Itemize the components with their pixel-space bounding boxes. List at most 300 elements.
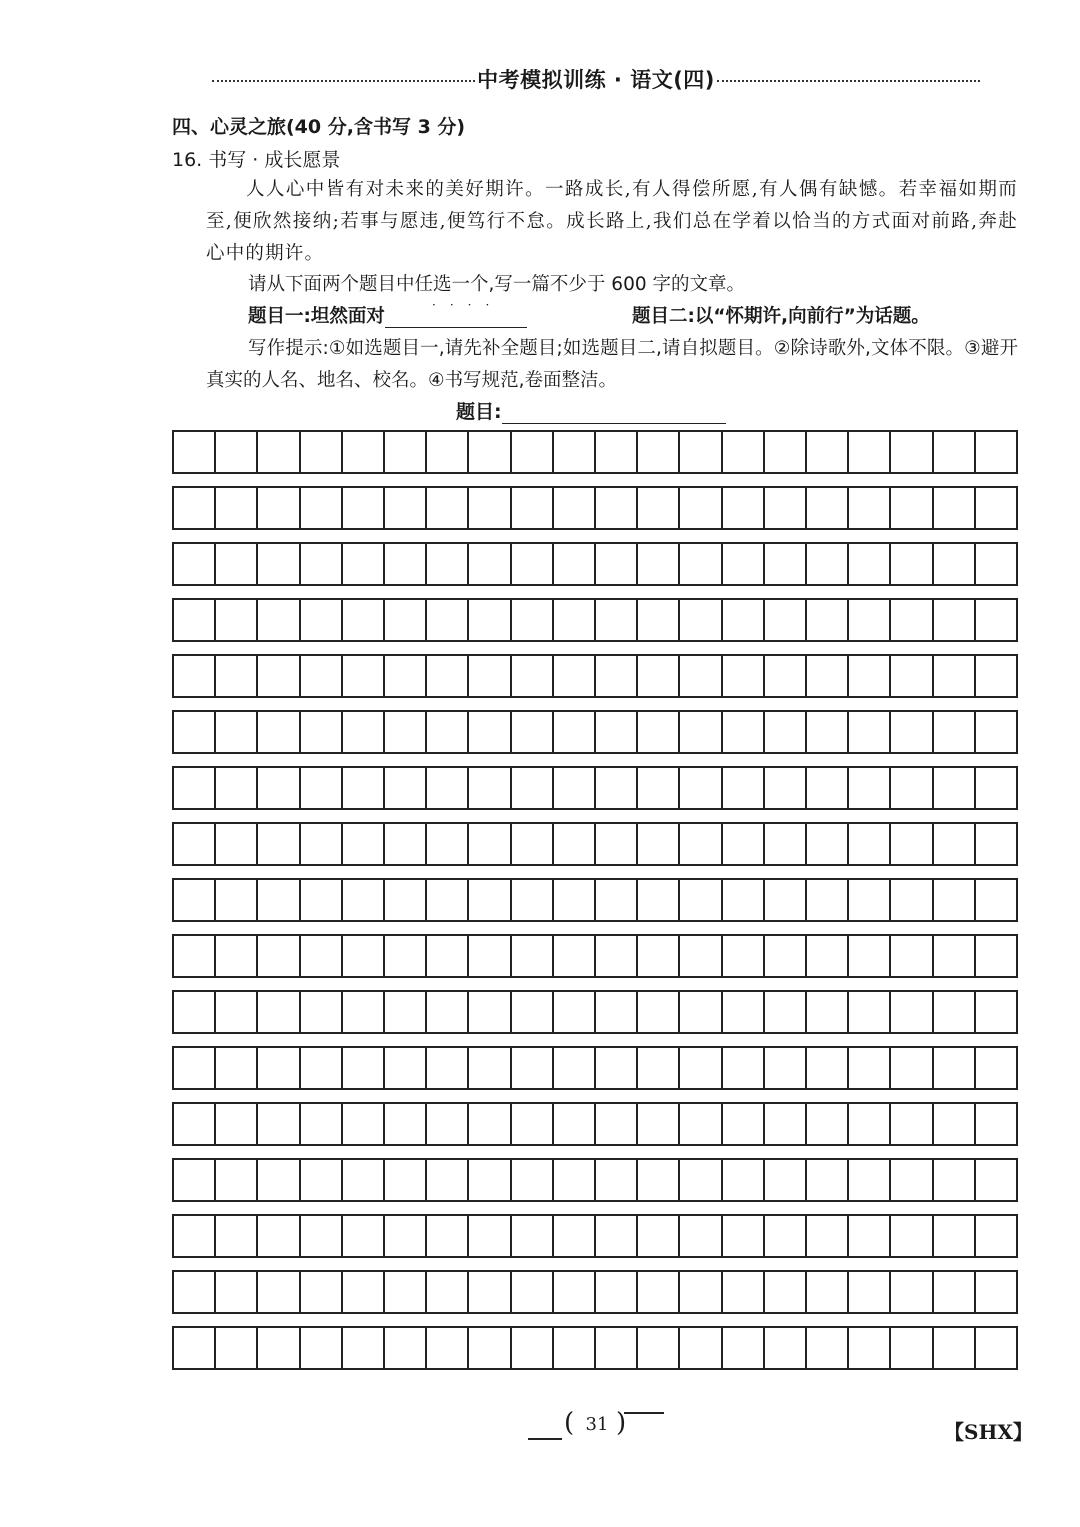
- grid-cell[interactable]: [554, 600, 596, 640]
- grid-cell[interactable]: [427, 1048, 469, 1088]
- grid-cell[interactable]: [638, 488, 680, 528]
- grid-cell[interactable]: [216, 488, 258, 528]
- grid-cell[interactable]: [216, 1216, 258, 1256]
- grid-cell[interactable]: [512, 1160, 554, 1200]
- grid-cell[interactable]: [343, 992, 385, 1032]
- grid-cell[interactable]: [891, 544, 933, 584]
- grid-cell[interactable]: [216, 1272, 258, 1312]
- grid-cell[interactable]: [934, 1160, 976, 1200]
- grid-cell[interactable]: [934, 768, 976, 808]
- grid-cell[interactable]: [258, 936, 300, 976]
- grid-cell[interactable]: [301, 936, 343, 976]
- grid-cell[interactable]: [638, 824, 680, 864]
- grid-cell[interactable]: [765, 1216, 807, 1256]
- grid-cell[interactable]: [638, 1272, 680, 1312]
- grid-cell[interactable]: [512, 1048, 554, 1088]
- grid-cell[interactable]: [596, 1272, 638, 1312]
- grid-cell[interactable]: [385, 936, 427, 976]
- grid-cell[interactable]: [174, 1328, 216, 1368]
- grid-cell[interactable]: [976, 1216, 1018, 1256]
- grid-cell[interactable]: [216, 992, 258, 1032]
- grid-cell[interactable]: [385, 824, 427, 864]
- title-blank[interactable]: [502, 401, 726, 424]
- grid-cell[interactable]: [301, 1216, 343, 1256]
- grid-cell[interactable]: [849, 1216, 891, 1256]
- grid-cell[interactable]: [807, 1272, 849, 1312]
- grid-cell[interactable]: [807, 600, 849, 640]
- grid-cell[interactable]: [174, 936, 216, 976]
- grid-cell[interactable]: [807, 544, 849, 584]
- grid-cell[interactable]: [554, 1328, 596, 1368]
- grid-cell[interactable]: [723, 1160, 765, 1200]
- grid-cell[interactable]: [174, 1104, 216, 1144]
- grid-cell[interactable]: [301, 992, 343, 1032]
- grid-cell[interactable]: [723, 768, 765, 808]
- grid-cell[interactable]: [680, 824, 722, 864]
- grid-cell[interactable]: [174, 600, 216, 640]
- grid-cell[interactable]: [554, 1104, 596, 1144]
- grid-cell[interactable]: [512, 936, 554, 976]
- grid-cell[interactable]: [680, 768, 722, 808]
- grid-cell[interactable]: [469, 1104, 511, 1144]
- grid-cell[interactable]: [385, 712, 427, 752]
- grid-cell[interactable]: [301, 824, 343, 864]
- grid-cell[interactable]: [638, 1048, 680, 1088]
- grid-cell[interactable]: [469, 1216, 511, 1256]
- grid-cell[interactable]: [301, 880, 343, 920]
- grid-cell[interactable]: [469, 992, 511, 1032]
- grid-cell[interactable]: [216, 1104, 258, 1144]
- grid-cell[interactable]: [343, 1104, 385, 1144]
- grid-cell[interactable]: [554, 1160, 596, 1200]
- grid-cell[interactable]: [596, 656, 638, 696]
- grid-cell[interactable]: [638, 1216, 680, 1256]
- grid-cell[interactable]: [343, 656, 385, 696]
- grid-cell[interactable]: [258, 768, 300, 808]
- grid-cell[interactable]: [174, 488, 216, 528]
- grid-cell[interactable]: [807, 656, 849, 696]
- grid-cell[interactable]: [765, 544, 807, 584]
- grid-cell[interactable]: [849, 712, 891, 752]
- grid-cell[interactable]: [849, 600, 891, 640]
- grid-cell[interactable]: [976, 1160, 1018, 1200]
- grid-cell[interactable]: [765, 936, 807, 976]
- grid-cell[interactable]: [512, 544, 554, 584]
- grid-cell[interactable]: [258, 1272, 300, 1312]
- grid-cell[interactable]: [554, 1048, 596, 1088]
- grid-cell[interactable]: [385, 1216, 427, 1256]
- grid-cell[interactable]: [216, 880, 258, 920]
- grid-cell[interactable]: [385, 544, 427, 584]
- grid-cell[interactable]: [174, 1048, 216, 1088]
- grid-cell[interactable]: [807, 432, 849, 472]
- grid-cell[interactable]: [680, 936, 722, 976]
- grid-cell[interactable]: [554, 992, 596, 1032]
- grid-cell[interactable]: [807, 936, 849, 976]
- grid-cell[interactable]: [638, 712, 680, 752]
- grid-cell[interactable]: [512, 432, 554, 472]
- grid-cell[interactable]: [427, 1160, 469, 1200]
- grid-cell[interactable]: [174, 656, 216, 696]
- grid-cell[interactable]: [596, 432, 638, 472]
- grid-cell[interactable]: [765, 1272, 807, 1312]
- grid-cell[interactable]: [849, 432, 891, 472]
- grid-cell[interactable]: [765, 824, 807, 864]
- grid-cell[interactable]: [343, 936, 385, 976]
- grid-cell[interactable]: [976, 600, 1018, 640]
- grid-cell[interactable]: [301, 432, 343, 472]
- topic-one-blank[interactable]: [385, 305, 527, 328]
- grid-cell[interactable]: [976, 488, 1018, 528]
- grid-cell[interactable]: [638, 1104, 680, 1144]
- grid-cell[interactable]: [512, 1328, 554, 1368]
- grid-cell[interactable]: [976, 544, 1018, 584]
- grid-cell[interactable]: [385, 1048, 427, 1088]
- grid-cell[interactable]: [680, 656, 722, 696]
- grid-cell[interactable]: [258, 824, 300, 864]
- grid-cell[interactable]: [385, 1160, 427, 1200]
- grid-cell[interactable]: [891, 1216, 933, 1256]
- grid-cell[interactable]: [469, 824, 511, 864]
- grid-cell[interactable]: [680, 992, 722, 1032]
- grid-cell[interactable]: [680, 1272, 722, 1312]
- grid-cell[interactable]: [258, 1216, 300, 1256]
- grid-cell[interactable]: [554, 432, 596, 472]
- grid-cell[interactable]: [469, 432, 511, 472]
- grid-cell[interactable]: [976, 936, 1018, 976]
- grid-cell[interactable]: [891, 432, 933, 472]
- grid-cell[interactable]: [934, 1048, 976, 1088]
- grid-cell[interactable]: [596, 600, 638, 640]
- grid-cell[interactable]: [385, 992, 427, 1032]
- grid-cell[interactable]: [258, 432, 300, 472]
- grid-cell[interactable]: [427, 600, 469, 640]
- grid-cell[interactable]: [849, 880, 891, 920]
- grid-cell[interactable]: [723, 1104, 765, 1144]
- grid-cell[interactable]: [849, 544, 891, 584]
- grid-cell[interactable]: [807, 1048, 849, 1088]
- grid-cell[interactable]: [343, 1216, 385, 1256]
- grid-cell[interactable]: [301, 1272, 343, 1312]
- grid-cell[interactable]: [723, 1048, 765, 1088]
- grid-cell[interactable]: [512, 1216, 554, 1256]
- grid-cell[interactable]: [765, 656, 807, 696]
- grid-cell[interactable]: [343, 600, 385, 640]
- grid-cell[interactable]: [976, 1328, 1018, 1368]
- grid-cell[interactable]: [934, 600, 976, 640]
- grid-cell[interactable]: [638, 768, 680, 808]
- grid-cell[interactable]: [512, 1104, 554, 1144]
- grid-cell[interactable]: [554, 712, 596, 752]
- grid-cell[interactable]: [216, 824, 258, 864]
- grid-cell[interactable]: [469, 1272, 511, 1312]
- grid-cell[interactable]: [216, 600, 258, 640]
- grid-cell[interactable]: [976, 432, 1018, 472]
- grid-cell[interactable]: [934, 824, 976, 864]
- grid-cell[interactable]: [469, 936, 511, 976]
- grid-cell[interactable]: [258, 488, 300, 528]
- grid-cell[interactable]: [765, 712, 807, 752]
- grid-cell[interactable]: [427, 656, 469, 696]
- grid-cell[interactable]: [596, 1160, 638, 1200]
- grid-cell[interactable]: [638, 880, 680, 920]
- grid-cell[interactable]: [723, 824, 765, 864]
- grid-cell[interactable]: [765, 992, 807, 1032]
- grid-cell[interactable]: [723, 992, 765, 1032]
- grid-cell[interactable]: [638, 1328, 680, 1368]
- grid-cell[interactable]: [934, 1216, 976, 1256]
- grid-cell[interactable]: [891, 1104, 933, 1144]
- grid-cell[interactable]: [174, 544, 216, 584]
- grid-cell[interactable]: [554, 656, 596, 696]
- grid-cell[interactable]: [934, 936, 976, 976]
- grid-cell[interactable]: [596, 936, 638, 976]
- grid-cell[interactable]: [638, 600, 680, 640]
- grid-cell[interactable]: [849, 1272, 891, 1312]
- grid-cell[interactable]: [807, 992, 849, 1032]
- grid-cell[interactable]: [891, 824, 933, 864]
- grid-cell[interactable]: [512, 1272, 554, 1312]
- grid-cell[interactable]: [469, 768, 511, 808]
- grid-cell[interactable]: [891, 600, 933, 640]
- grid-cell[interactable]: [934, 432, 976, 472]
- grid-cell[interactable]: [680, 1048, 722, 1088]
- grid-cell[interactable]: [301, 656, 343, 696]
- grid-cell[interactable]: [891, 1160, 933, 1200]
- grid-cell[interactable]: [849, 768, 891, 808]
- grid-cell[interactable]: [723, 1272, 765, 1312]
- grid-cell[interactable]: [849, 992, 891, 1032]
- grid-cell[interactable]: [258, 600, 300, 640]
- grid-cell[interactable]: [638, 656, 680, 696]
- grid-cell[interactable]: [427, 712, 469, 752]
- grid-cell[interactable]: [849, 488, 891, 528]
- grid-cell[interactable]: [469, 488, 511, 528]
- grid-cell[interactable]: [765, 880, 807, 920]
- grid-cell[interactable]: [258, 656, 300, 696]
- grid-cell[interactable]: [258, 1048, 300, 1088]
- grid-cell[interactable]: [216, 656, 258, 696]
- grid-cell[interactable]: [343, 1160, 385, 1200]
- grid-cell[interactable]: [891, 1048, 933, 1088]
- grid-cell[interactable]: [554, 936, 596, 976]
- grid-cell[interactable]: [216, 1160, 258, 1200]
- grid-cell[interactable]: [216, 432, 258, 472]
- grid-cell[interactable]: [385, 432, 427, 472]
- grid-cell[interactable]: [174, 992, 216, 1032]
- grid-cell[interactable]: [216, 712, 258, 752]
- grid-cell[interactable]: [427, 880, 469, 920]
- grid-cell[interactable]: [680, 600, 722, 640]
- grid-cell[interactable]: [680, 1160, 722, 1200]
- grid-cell[interactable]: [765, 768, 807, 808]
- grid-cell[interactable]: [174, 1160, 216, 1200]
- grid-cell[interactable]: [849, 1160, 891, 1200]
- grid-cell[interactable]: [723, 488, 765, 528]
- grid-cell[interactable]: [343, 768, 385, 808]
- grid-cell[interactable]: [512, 992, 554, 1032]
- grid-cell[interactable]: [849, 656, 891, 696]
- grid-cell[interactable]: [807, 712, 849, 752]
- grid-cell[interactable]: [765, 1104, 807, 1144]
- grid-cell[interactable]: [427, 824, 469, 864]
- grid-cell[interactable]: [849, 1048, 891, 1088]
- grid-cell[interactable]: [680, 712, 722, 752]
- grid-cell[interactable]: [174, 1216, 216, 1256]
- grid-cell[interactable]: [216, 768, 258, 808]
- grid-cell[interactable]: [849, 1104, 891, 1144]
- grid-cell[interactable]: [765, 1048, 807, 1088]
- grid-cell[interactable]: [596, 488, 638, 528]
- grid-cell[interactable]: [512, 656, 554, 696]
- grid-cell[interactable]: [976, 656, 1018, 696]
- grid-cell[interactable]: [680, 1216, 722, 1256]
- grid-cell[interactable]: [469, 544, 511, 584]
- grid-cell[interactable]: [301, 1104, 343, 1144]
- grid-cell[interactable]: [934, 656, 976, 696]
- grid-cell[interactable]: [385, 488, 427, 528]
- grid-cell[interactable]: [807, 1160, 849, 1200]
- grid-cell[interactable]: [891, 1272, 933, 1312]
- grid-cell[interactable]: [469, 1048, 511, 1088]
- grid-cell[interactable]: [976, 992, 1018, 1032]
- grid-cell[interactable]: [385, 1104, 427, 1144]
- grid-cell[interactable]: [469, 1328, 511, 1368]
- grid-cell[interactable]: [427, 936, 469, 976]
- grid-cell[interactable]: [301, 1160, 343, 1200]
- grid-cell[interactable]: [385, 600, 427, 640]
- grid-cell[interactable]: [554, 544, 596, 584]
- grid-cell[interactable]: [765, 488, 807, 528]
- grid-cell[interactable]: [976, 768, 1018, 808]
- grid-cell[interactable]: [427, 1328, 469, 1368]
- grid-cell[interactable]: [638, 1160, 680, 1200]
- grid-cell[interactable]: [258, 1104, 300, 1144]
- grid-cell[interactable]: [723, 712, 765, 752]
- grid-cell[interactable]: [849, 1328, 891, 1368]
- grid-cell[interactable]: [638, 936, 680, 976]
- grid-cell[interactable]: [638, 432, 680, 472]
- grid-cell[interactable]: [638, 544, 680, 584]
- grid-cell[interactable]: [680, 488, 722, 528]
- grid-cell[interactable]: [301, 712, 343, 752]
- grid-cell[interactable]: [512, 880, 554, 920]
- grid-cell[interactable]: [554, 1272, 596, 1312]
- grid-cell[interactable]: [765, 600, 807, 640]
- grid-cell[interactable]: [343, 1048, 385, 1088]
- grid-cell[interactable]: [891, 1328, 933, 1368]
- grid-cell[interactable]: [807, 880, 849, 920]
- grid-cell[interactable]: [723, 432, 765, 472]
- grid-cell[interactable]: [385, 1272, 427, 1312]
- grid-cell[interactable]: [469, 712, 511, 752]
- grid-cell[interactable]: [301, 544, 343, 584]
- grid-cell[interactable]: [512, 824, 554, 864]
- grid-cell[interactable]: [934, 880, 976, 920]
- grid-cell[interactable]: [976, 1104, 1018, 1144]
- grid-cell[interactable]: [258, 544, 300, 584]
- grid-cell[interactable]: [976, 824, 1018, 864]
- grid-cell[interactable]: [554, 824, 596, 864]
- grid-cell[interactable]: [216, 936, 258, 976]
- grid-cell[interactable]: [976, 712, 1018, 752]
- grid-cell[interactable]: [638, 992, 680, 1032]
- grid-cell[interactable]: [723, 544, 765, 584]
- grid-cell[interactable]: [849, 824, 891, 864]
- grid-cell[interactable]: [554, 880, 596, 920]
- grid-cell[interactable]: [174, 880, 216, 920]
- grid-cell[interactable]: [934, 1328, 976, 1368]
- grid-cell[interactable]: [258, 1328, 300, 1368]
- grid-cell[interactable]: [934, 712, 976, 752]
- grid-cell[interactable]: [596, 824, 638, 864]
- grid-cell[interactable]: [596, 1048, 638, 1088]
- grid-cell[interactable]: [469, 880, 511, 920]
- grid-cell[interactable]: [891, 712, 933, 752]
- grid-cell[interactable]: [385, 656, 427, 696]
- grid-cell[interactable]: [554, 1216, 596, 1256]
- grid-cell[interactable]: [427, 432, 469, 472]
- grid-cell[interactable]: [765, 432, 807, 472]
- grid-cell[interactable]: [512, 488, 554, 528]
- grid-cell[interactable]: [596, 880, 638, 920]
- grid-cell[interactable]: [596, 1328, 638, 1368]
- grid-cell[interactable]: [258, 1160, 300, 1200]
- grid-cell[interactable]: [216, 1328, 258, 1368]
- grid-cell[interactable]: [258, 992, 300, 1032]
- grid-cell[interactable]: [301, 1328, 343, 1368]
- grid-cell[interactable]: [174, 824, 216, 864]
- grid-cell[interactable]: [258, 712, 300, 752]
- grid-cell[interactable]: [596, 1216, 638, 1256]
- grid-cell[interactable]: [216, 544, 258, 584]
- grid-cell[interactable]: [765, 1328, 807, 1368]
- grid-cell[interactable]: [891, 880, 933, 920]
- grid-cell[interactable]: [427, 1272, 469, 1312]
- grid-cell[interactable]: [512, 712, 554, 752]
- grid-cell[interactable]: [934, 544, 976, 584]
- grid-cell[interactable]: [680, 880, 722, 920]
- grid-cell[interactable]: [934, 1272, 976, 1312]
- grid-cell[interactable]: [891, 656, 933, 696]
- grid-cell[interactable]: [807, 1216, 849, 1256]
- grid-cell[interactable]: [807, 824, 849, 864]
- grid-cell[interactable]: [427, 1216, 469, 1256]
- grid-cell[interactable]: [343, 880, 385, 920]
- grid-cell[interactable]: [512, 768, 554, 808]
- grid-cell[interactable]: [976, 880, 1018, 920]
- grid-cell[interactable]: [174, 768, 216, 808]
- grid-cell[interactable]: [807, 768, 849, 808]
- grid-cell[interactable]: [891, 768, 933, 808]
- grid-cell[interactable]: [301, 768, 343, 808]
- grid-cell[interactable]: [174, 712, 216, 752]
- grid-cell[interactable]: [343, 1328, 385, 1368]
- grid-cell[interactable]: [807, 488, 849, 528]
- grid-cell[interactable]: [343, 432, 385, 472]
- grid-cell[interactable]: [723, 880, 765, 920]
- grid-cell[interactable]: [680, 544, 722, 584]
- grid-cell[interactable]: [723, 1328, 765, 1368]
- grid-cell[interactable]: [385, 880, 427, 920]
- grid-cell[interactable]: [427, 488, 469, 528]
- grid-cell[interactable]: [723, 600, 765, 640]
- grid-cell[interactable]: [680, 1328, 722, 1368]
- grid-cell[interactable]: [427, 992, 469, 1032]
- grid-cell[interactable]: [385, 768, 427, 808]
- grid-cell[interactable]: [301, 600, 343, 640]
- grid-cell[interactable]: [343, 712, 385, 752]
